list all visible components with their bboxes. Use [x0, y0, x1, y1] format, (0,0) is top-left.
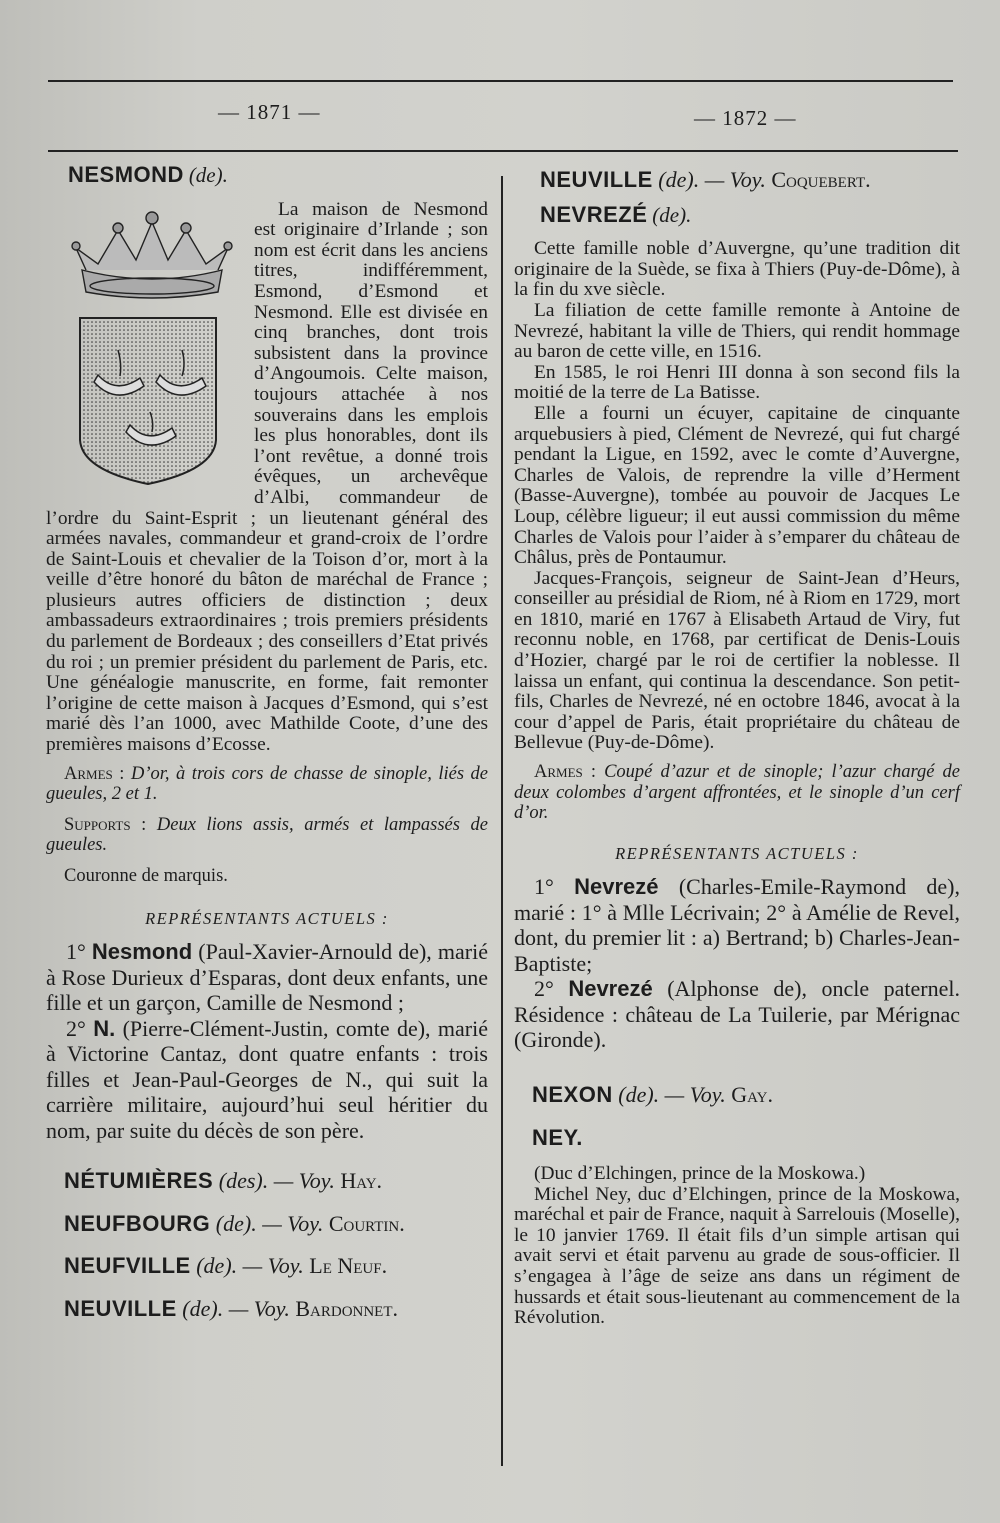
rep1-left [46, 939, 488, 1016]
rep1-num: 1° [66, 939, 86, 965]
nevreze-p2: La filiation de cette famille remonte à Antoine de Nevrezé, habitant la ville de Thiers, qui rendit hommage au baron de cette ville, en 1516. [514, 299, 960, 363]
xref-netumieres: NÉTUMIÈRES (des). — Voy. Hay. [64, 1168, 383, 1194]
top-rule-lower [48, 150, 958, 152]
rep1-name: Nesmond [91, 939, 193, 965]
entry-heading-ney: NEY. [532, 1124, 583, 1150]
xref-nexon: NEXON (de). — Voy. Gay. [532, 1081, 773, 1107]
rep2-num: 2° [66, 1015, 86, 1041]
entry-heading-nesmond: NESMOND [68, 162, 184, 187]
rep2-text: (Pierre-Clément-Justin, comte de), marié à Victorine Cantaz, dont quatre enfants : trois filles et Jean-Paul-Georges de N., qui suit la carrière militaire, aujourd’hui seul héritier du nom, par suite du décès de son père. [46, 1015, 488, 1143]
nesmond-supports [46, 815, 488, 856]
nesmond-intro: La maison de Nesmond est originaire d’Irlande ; son nom est écrit dans les anciens titres, indifféremment, Esmond, d’Esmond et Nesmond. Elle est divisée en cinq branches, dont trois subsistent dans la province d’Angoumois. Celte maison, toujours attachée à nos souverains dans les emplois les plus honorables, dont ils l’ont revêtue, a donné trois évêques, un archevêque d’Albi, commandeur de l’ordre du Saint-Esprit ; un lieutenant général des armées navales, commandeur et grand-croix de l’ordre de Saint-Louis et chevalier de la Toison d’or, mort à la veille d’être honoré du bâton de maréchal de France ; plusieurs autres officiers de distinction ; deux ambassadeurs extraordinaires ; trois premiers présidents du parlement de Bordeaux ; des conseillers d’Etat privés du roi ; un premier président du parlement de Paris, etc. Une généalogie manuscrite, en forme, fait remonter l’origine de cette maison à Jacques d’Esmond, qui s’est marié dès l’an 1000, avec Mathilde Coote, d’une des premières maisons d’Ecosse. [46, 198, 488, 756]
rep-title-left: REPRÉSENTANTS ACTUELS : [145, 908, 389, 928]
page-number-right: — 1872 — [694, 106, 797, 130]
rep-title-right: REPRÉSENTANTS ACTUELS : [615, 843, 859, 863]
supports-text: Deux lions assis, armés et lampassés de gueules. [46, 814, 489, 856]
column-divider [501, 176, 503, 1466]
rep2-right: 2° Nevrezé (Alphonse de), oncle paternel. Résidence : château de La Tuilerie, par Mérignac (Gironde). [514, 976, 961, 1053]
nevreze-armes: Armes : Coupé d’azur et de sinople; l’azur chargé de deux colombes d’argent affrontées, et le sinople d’un cerf d’or. [514, 762, 961, 824]
rep2-left [46, 1016, 488, 1144]
xref-list [46, 1168, 488, 1321]
nesmond-couronne: Couronne de marquis. [64, 866, 228, 886]
nesmond-armes [46, 764, 488, 805]
xref-neufbourg: NEUFBOURG (de). — Voy. Courtin. [64, 1210, 405, 1236]
nevreze-p4: Elle a fourni un écuyer, capitaine de cinquante arquebusiers à pied, Clément de Nevrezé, qui fut chargé pendant la Ligue, en 1592, avec le comte d’Auvergne, Charles de Valois, de reprendre la ville d’Herment (Basse-Auvergne), tombée au pouvoir de Jacques Le Loup, célèbre ligueur; il eut aussi commission du même Charles de Valois pour l’aider à s’emparer du château de Châlus, près de Pontaumur. [514, 402, 960, 569]
right-column [514, 167, 961, 1329]
rep1-right: 1° Nevrezé (Charles-Emile-Raymond de), marié : 1° à Mlle Lécrivain; 2° à Amélie de Revel, dont, du premier lit : a) Bertrand; b) Charles-Jean-Baptiste; [514, 874, 960, 976]
rep2-name: N. [93, 1015, 116, 1041]
supports-label: Supports : [64, 814, 147, 835]
left-column [46, 162, 489, 1321]
entry-heading-nevreze: NEVREZÉ (de). [540, 201, 692, 227]
armes-label: Armes : [64, 763, 125, 784]
xref-neuville-right: NEUVILLE (de). — Voy. Coquebert. [540, 167, 871, 192]
entry-particle: (de). [188, 163, 228, 187]
xref-neuville: NEUVILLE (de). — Voy. Bardonnet. [64, 1295, 399, 1321]
ney-text: Michel Ney, duc d’Elchingen, prince de la Moskowa, maréchal et pair de France, naquit à Sarrelouis (Moselle), le 10 janvier 1769. Il était fils d’un simple artisan qui avait servi et était parvenu au grade de sous-officier. Il s’engagea à l’âge de seize ans dans un régiment de hussards et était sous-lieutenant au commencement de la Révolution. [514, 1183, 960, 1329]
coat-of-arms-figure [58, 200, 246, 488]
coat-of-arms-icon [58, 200, 246, 488]
nevreze-p5: Jacques-François, seigneur de Saint-Jean d’Heurs, conseiller au présidial de Riom, né à Riom en 1729, mort en 1810, marié en 1767 à Elisabeth Artaud de Viry, fut reconnu noble, en 1768, par certificat de Denis-Louis d’Hozier, chargé par le roi de certifier la noblesse. Il laissa un enfant, qui continua la descendance. Son petit-fils, Charles de Nevrezé, né en octobre 1846, avocat à la cour d’appel de Paris, était propriétaire du château de Bellevue (Puy-de-Dôme). [514, 567, 960, 754]
rep1-text: (Paul-Xavier-Arnould de), marié à Rose Durieux d’Esparas, dont deux enfants, une fille et un garçon, Camille de Nesmond ; [46, 939, 488, 1016]
ney-subtitle: (Duc d’Elchingen, prince de la Moskowa.) [534, 1163, 866, 1185]
armes-text: D’or, à trois cors de chasse de sinople, liés de gueules, 2 et 1. [46, 763, 489, 805]
nevreze-p3: En 1585, le roi Henri III donna à son second fils la moitié de la terre de La Batisse. [514, 361, 960, 404]
page-number-left: — 1871 — [218, 100, 321, 124]
top-rule-upper [48, 80, 953, 82]
xref-neufville: NEUFVILLE (de). — Voy. Le Neuf. [64, 1253, 388, 1279]
marquis-crown-icon [72, 212, 232, 298]
nevreze-p1: Cette famille noble d’Auvergne, qu’une tradition dit originaire de la Suède, se fixa à Thiers (Puy-de-Dôme), à la fin du xve siècle. [514, 238, 960, 301]
